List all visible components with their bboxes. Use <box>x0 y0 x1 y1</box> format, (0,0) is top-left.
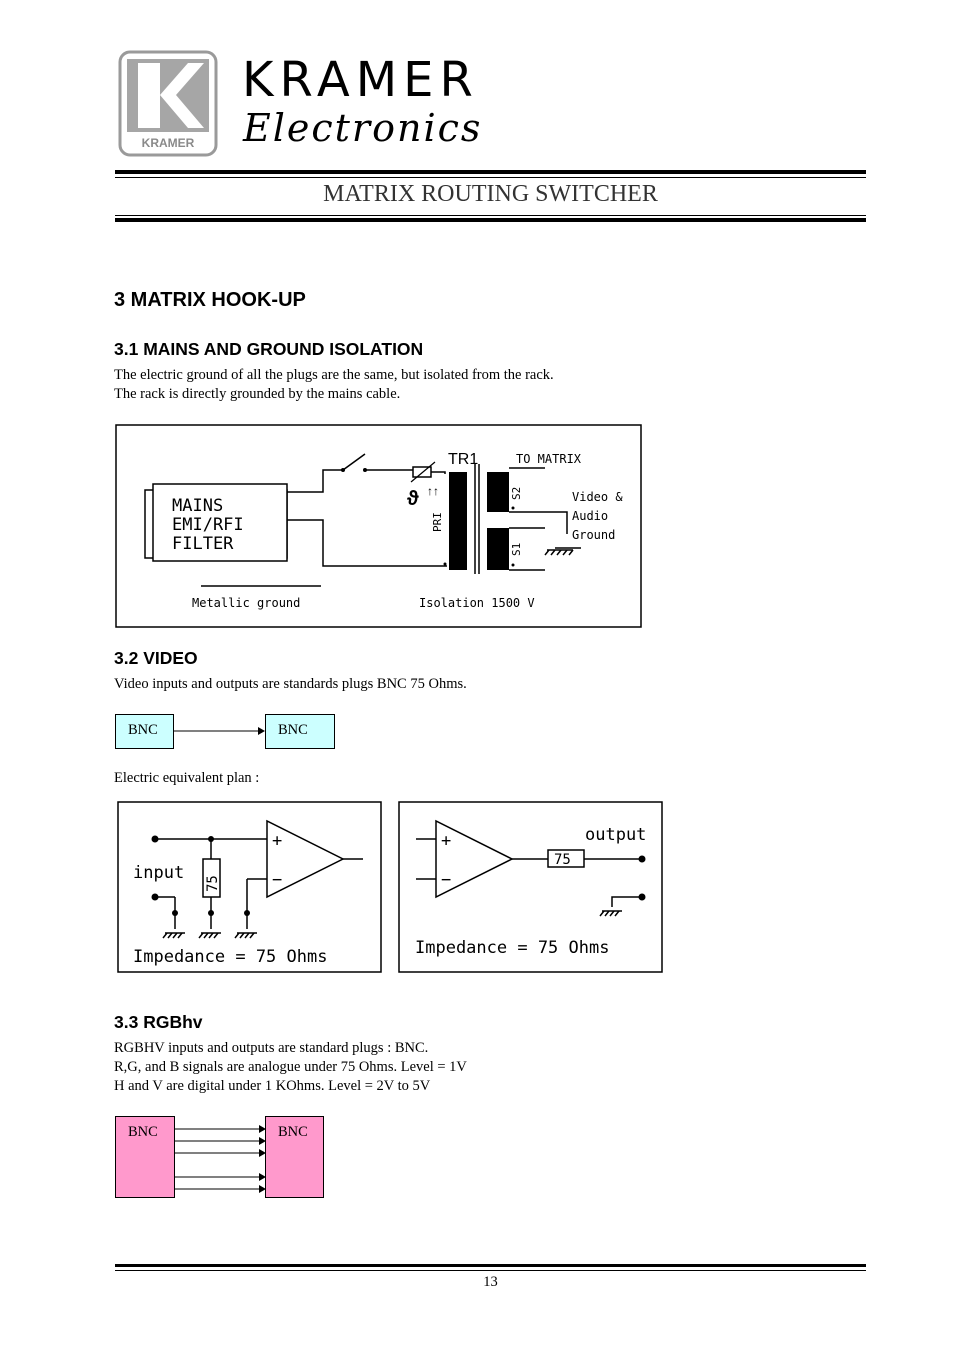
heading-rgbhv: 3.3 RGBhv <box>114 1012 203 1032</box>
brand-name: KRAMER <box>242 52 479 108</box>
output-minus-sign: − <box>441 870 452 890</box>
mains-isolation-diagram <box>115 424 642 628</box>
rgbhv-line-2: R,G, and B signals are analogue under 75 Ohms. Level = 1V <box>114 1059 467 1075</box>
emi-filter-box <box>145 484 287 561</box>
kramer-logo <box>118 50 218 157</box>
document-title: MATRIX ROUTING SWITCHER <box>323 181 658 207</box>
logo-text: KRAMER <box>141 136 195 150</box>
input-plus-sign: + <box>272 831 283 851</box>
output-impedance-label: Impedance = 75 Ohms <box>415 938 610 958</box>
output-label: output <box>585 825 647 845</box>
s1-label: S1 <box>510 542 523 556</box>
kramer-logo-mark <box>118 50 218 157</box>
ground-label-line-3: Ground <box>572 528 616 542</box>
input-minus-sign: − <box>272 870 283 890</box>
rgbhv-line-1: RGBHV inputs and outputs are standard plugs : BNC. <box>114 1040 429 1056</box>
ground-label-line-2: Audio <box>572 509 609 523</box>
filter-label-line-3: FILTER <box>172 534 234 554</box>
rgbhv-bnc-input-label: BNC <box>128 1124 158 1140</box>
video-bnc-output <box>265 714 335 749</box>
section-title: 3 MATRIX HOOK-UP <box>114 289 306 311</box>
rgbhv-bnc-output-label: BNC <box>278 1124 308 1140</box>
equivalent-plan-label: Electric equivalent plan : <box>114 770 260 786</box>
header-rule-top-thick <box>115 170 866 174</box>
rgbhv-signal-arrows <box>175 1120 267 1196</box>
video-text: Video inputs and outputs are standards plugs BNC 75 Ohms. <box>114 676 467 692</box>
filter-label-line-2: EMI/RFI <box>172 515 244 535</box>
input-impedance-label: Impedance = 75 Ohms <box>133 947 328 967</box>
video-bnc-input-label: BNC <box>128 722 158 738</box>
svg-text:ϑ: ϑ <box>407 488 419 510</box>
pri-label: PRI <box>431 512 444 532</box>
video-input-circuit <box>117 801 382 973</box>
footer-rule-thin <box>115 1270 866 1271</box>
ground-label-line-1: Video & <box>572 490 623 504</box>
mains-paragraph <box>114 366 814 404</box>
isolation-label: Isolation 1500 V <box>419 596 535 610</box>
header-rule-bottom-thick <box>115 218 866 222</box>
page-number: 13 <box>483 1274 498 1290</box>
svg-text:↑↑: ↑↑ <box>427 484 439 498</box>
s2-label: S2 <box>510 486 523 500</box>
heading-mains-isolation: 3.1 MAINS AND GROUND ISOLATION <box>114 339 424 359</box>
output-plus-sign: + <box>441 831 452 851</box>
video-bnc-output-label: BNC <box>278 722 308 738</box>
transformer-label: TR1 <box>448 451 479 468</box>
header-rule-top-thin <box>115 177 866 178</box>
rgbhv-bnc-input <box>115 1116 175 1198</box>
video-signal-arrow <box>174 724 266 738</box>
rgbhv-paragraph <box>114 1039 814 1096</box>
to-matrix-label: TO MATRIX <box>516 452 582 466</box>
video-bnc-input <box>115 714 174 749</box>
video-output-circuit <box>398 801 663 973</box>
heading-video: 3.2 VIDEO <box>114 648 198 668</box>
output-resistor-label: 75 <box>554 852 571 868</box>
mains-line-1: The electric ground of all the plugs are the same, but isolated from the rack. <box>114 367 554 383</box>
input-label: input <box>133 863 185 883</box>
rgbhv-bnc-output <box>265 1116 324 1198</box>
input-resistor-label: 75 <box>205 875 221 892</box>
rgbhv-line-3: H and V are digital under 1 KOhms. Level = 2V to 5V <box>114 1078 431 1094</box>
header-rule-bottom-thin <box>115 215 866 216</box>
footer-rule-thick <box>115 1264 866 1267</box>
mains-line-2: The rack is directly grounded by the mains cable. <box>114 386 401 402</box>
filter-label-line-1: MAINS <box>172 496 224 516</box>
brand-subtitle: Electronics <box>243 106 483 150</box>
metallic-ground-label: Metallic ground <box>192 596 301 610</box>
